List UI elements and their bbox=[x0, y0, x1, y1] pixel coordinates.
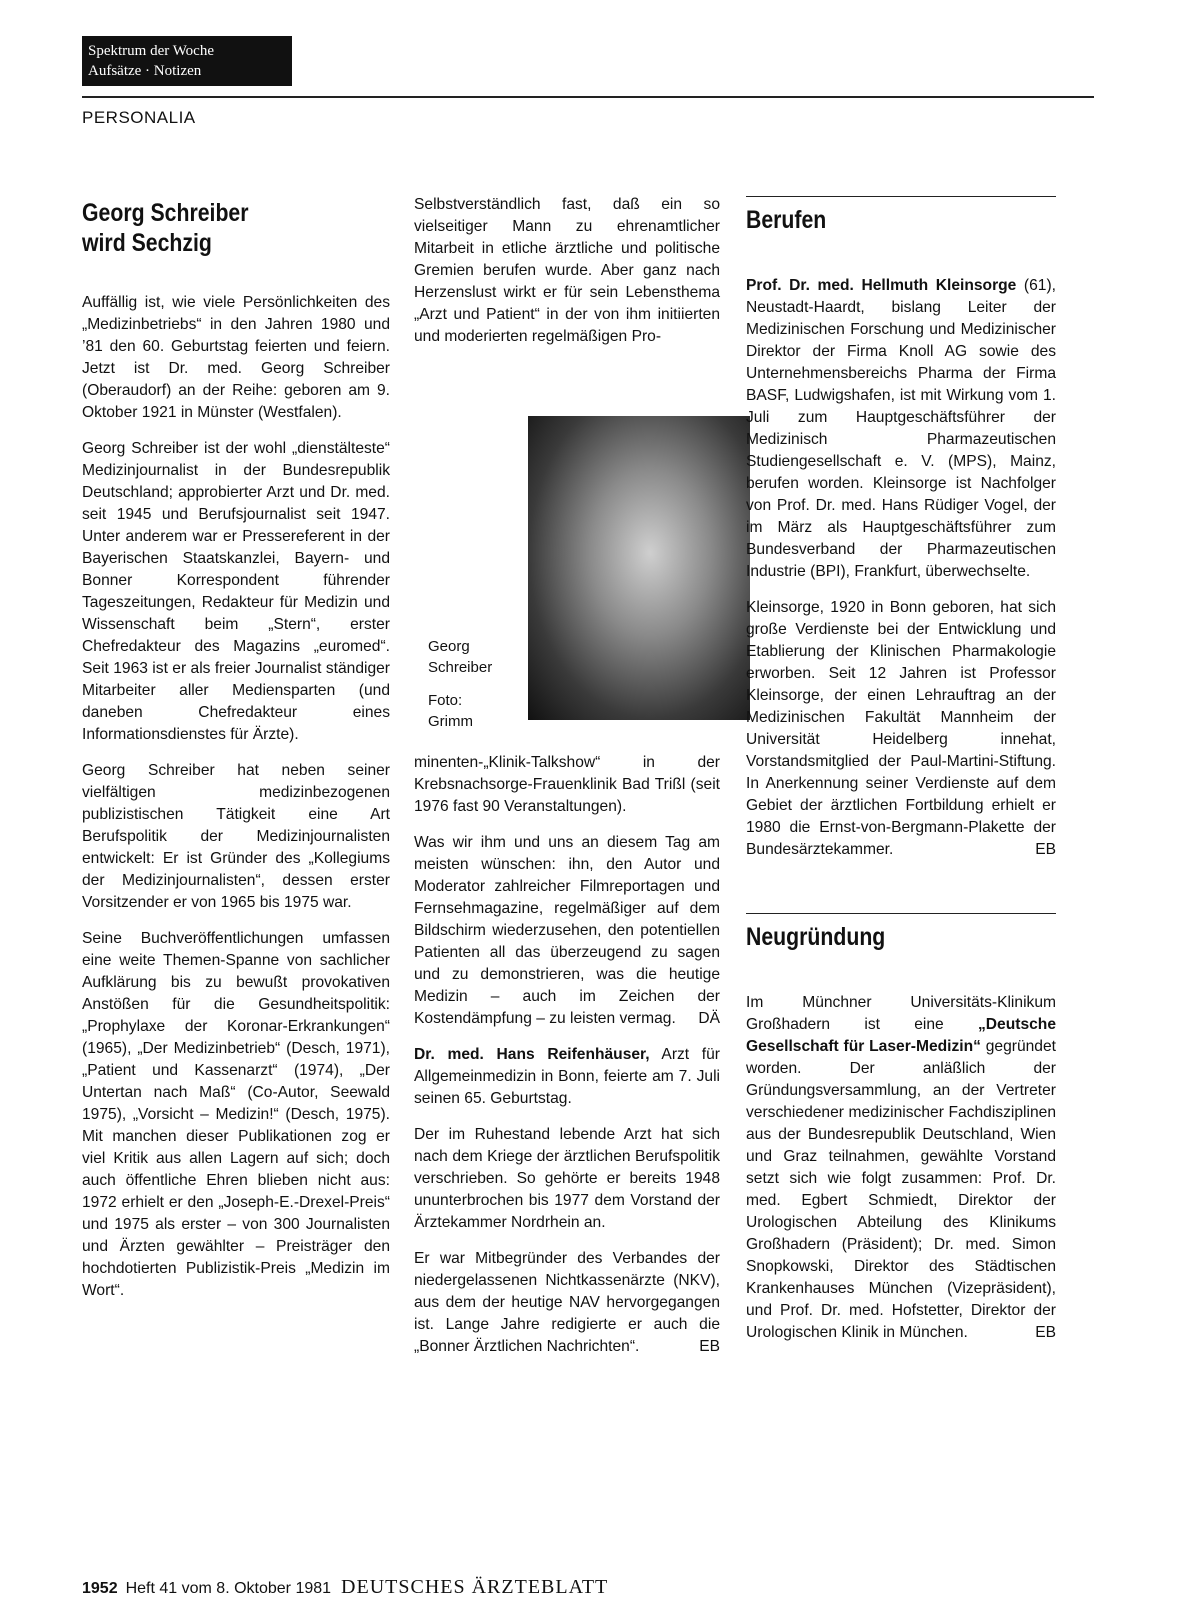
article1-paragraph: minenten-„Klinik-Talkshow“ in der Krebsnachsorge-Frauenklinik Bad Trißl (seit 1976 fast 90 Veranstaltungen). bbox=[414, 754, 720, 815]
berufen-title: Berufen bbox=[746, 206, 827, 234]
caption-name-1: Georg bbox=[428, 638, 470, 655]
caption-credit-1: Foto: bbox=[428, 692, 463, 709]
section-badge bbox=[82, 36, 292, 86]
article-title-line-1: Georg Schreiber bbox=[82, 199, 249, 227]
column-2-bottom bbox=[414, 752, 720, 1372]
article2-paragraph bbox=[414, 1044, 720, 1110]
caption-name-2: Schreiber bbox=[428, 659, 493, 676]
badge-line-1: Spektrum der Woche bbox=[88, 43, 214, 59]
berufen-text: Kleinsorge, 1920 in Bonn geboren, hat sich große Verdienste bei der Entwicklung und Etablierung der Klinischen Pharmakologie erworben. Seit 12 Jahren ist Professor Kleinsorge, der einen Lehrauftrag an der Medizinischen Fakultät Mannheim der Universität Heidelberg innehat, Vorstandsmitglied der Paul-Martini-Stiftung. In Anerkennung seiner Verdienste auf dem Gebiet der ärztlichen Fortbildung erhielt er 1980 die Ernst-von-Bergmann-Plakette der Bundesärztekammer. bbox=[746, 599, 1056, 858]
article2-text: Arzt für Allgemeinmedizin in Bonn, feierte am 7. Juli seinen 65. Geburtstag. bbox=[414, 1046, 721, 1107]
article1-closing-text: Was wir ihm und uns an diesem Tag am meisten wünschen: ihn, den Autor und Moderator zahlreicher Filmreportagen und Fernsehmagazine, regelmäßiger auf dem Bildschirm wiederzusehen, den potentiellen Patienten all das überzeugend zu sagen und zu demonstrieren, was die heutige Medizin – auch im Zeichen der Kostendämpfung – zu leisten vermag. bbox=[414, 834, 720, 1027]
column-1 bbox=[82, 198, 390, 1316]
person-name: Prof. Dr. med. Hellmuth Kleinsorge bbox=[746, 277, 1017, 294]
person-name: Dr. med. Hans Reifenhäuser, bbox=[414, 1046, 650, 1063]
article1-paragraph: Seine Buchveröffentlichungen umfassen eine weite Themen-Spanne von sachlicher Aufklärung bis zu bewußt provokativen Anstößen für die Gesundheitspolitik: „Prophylaxe der Koronar-Erkrankungen“ (1965), „Der Medizinbetrieb“ (Desch, 1971), „Patient und Kassenarzt“ (1974), „Der Untertan nach Maß“ (Co-Autor, Seewald 1975), „Vorsicht – Medizin!“ (Desch, 1975). Mit manchen dieser Publikationen zog er viel Kritik aus allen Lagern auf sich; doch auch öffentliche Ehren blieben nicht aus: 1972 erhielt er den „Joseph-E.-Drexel-Preis“ und 1975 als erster – von 300 Journalisten und Ärzten gewählter – Preisträger den hochdotierten Publizistik-Preis „Medizin im Wort“. bbox=[82, 930, 390, 1299]
photo-caption bbox=[428, 636, 492, 732]
author-signature: DÄ bbox=[698, 1010, 720, 1027]
article1-paragraph: Auffällig ist, wie viele Persönlichkeiten des „Medizinbetriebs“ in den Jahren 1980 und ’81 den 60. Geburtstag feierten und feiern. Jetzt ist Dr. med. Georg Schreiber (Oberaudorf) an der Reihe: geboren am 9. Oktober 1921 in Münster (Westfalen). bbox=[82, 294, 390, 421]
page-footer bbox=[82, 1576, 608, 1599]
column-3 bbox=[746, 196, 1056, 1358]
author-signature: EB bbox=[1035, 1324, 1056, 1341]
section-rule bbox=[746, 913, 1056, 914]
masthead: DEUTSCHES ÄRZTEBLATT bbox=[341, 1576, 609, 1598]
article1-paragraph: Selbstverständlich fast, daß ein so vielseitiger Mann zu ehrenamtlicher Mitarbeit in etliche ärztliche und politische Gremien berufen wurde. Aber ganz nach Herzenslust wirkt er für sein Lebensthema „Arzt und Patient“ in der von ihm initiierten und moderierten regelmäßigen Pro- bbox=[414, 196, 720, 345]
issue-info: Heft 41 vom 8. Oktober 1981 bbox=[125, 1580, 332, 1597]
section-rule bbox=[746, 196, 1056, 197]
page-number: 1952 bbox=[82, 1580, 118, 1597]
article-title-line-2: wird Sechzig bbox=[82, 229, 212, 257]
article1-paragraph: Georg Schreiber hat neben seiner vielfältigen medizinbezogenen publizistischen Tätigkeit eine Art Berufspolitik der Medizinjournalisten entwickelt: Er ist Gründer des „Kollegiums der Medizinjournalisten“, dessen erster Vorsitzender er von 1965 bis 1975 war. bbox=[82, 762, 390, 911]
society-name: „Deutsche Gesellschaft für Laser-Medizin“ bbox=[746, 1016, 1056, 1055]
badge-line-2: Aufsätze · Notizen bbox=[88, 63, 202, 79]
neugruendung-text: Im Münchner Universitäts-Klinikum Großhadern ist eine bbox=[746, 994, 1056, 1033]
header-rule bbox=[82, 96, 1094, 98]
section-label: PERSONALIA bbox=[82, 108, 196, 127]
author-signature: EB bbox=[699, 1338, 720, 1355]
article1-paragraph bbox=[414, 832, 720, 1030]
author-signature: EB bbox=[1035, 841, 1056, 858]
column-2-top bbox=[414, 194, 720, 362]
article2-paragraph: Der im Ruhestand lebende Arzt hat sich nach dem Kriege der ärztlichen Berufspolitik verschrieben. So gehörte er bereits 1948 ununterbrochen bis 1977 dem Vorstand der Ärztekammer Nordrhein an. bbox=[414, 1126, 720, 1231]
article2-text: Er war Mitbegründer des Verbandes der niedergelassenen Nichtkassenärzte (NKV), aus dem der heutige NAV hervorgegangen ist. Lange Jahre redigierte er auch die „Bonner Ärztlichen Nachrichten“. bbox=[414, 1250, 720, 1355]
berufen-paragraph bbox=[746, 597, 1056, 861]
portrait-photo bbox=[528, 416, 750, 720]
neugruendung-text: gegründet worden. Der anläßlich der Gründungsversammlung, an der Vertreter verschiedener medizinischer Fachdisziplinen aus der Bundesrepublik Deutschland, Wien und Graz teilnahmen, gewählte Vorstand setzt sich wie folgt zusammen: Prof. Dr. med. Egbert Schmiedt, Direktor der Urologischen Abteilung des Klinikums Großhadern (Präsident); Dr. med. Simon Snopkowski, Direktor des Städtischen Krankenhauses München (Vizepräsident), und Prof. Dr. med. Hofstetter, Direktor der Urologischen Klinik in München. bbox=[746, 1038, 1056, 1341]
neugruendung-paragraph bbox=[746, 992, 1056, 1344]
article2-paragraph bbox=[414, 1248, 720, 1358]
berufen-paragraph bbox=[746, 275, 1056, 583]
article1-paragraph: Georg Schreiber ist der wohl „dienstälteste“ Medizinjournalist in der Bundesrepublik Deutschland; approbierter Arzt und Dr. med. seit 1945 und Berufsjournalist seit 1947. Unter anderem war er Pressereferent in der Bayerischen Staatskanzlei, Bayern- und Bonner Korrespondent führender Tageszeitungen, Redakteur für Medizin und Wissenschaft beim „Stern“, erster Chefredakteur des Magazins „euromed“. Seit 1963 ist er als freier Journalist ständiger Mitarbeiter aller Mediensparten (und daneben Chefredakteur eines Informationsdienstes für Ärzte). bbox=[82, 440, 390, 743]
article-title bbox=[82, 198, 390, 258]
neugruendung-title: Neugründung bbox=[746, 923, 886, 951]
berufen-text: (61), Neustadt-Haardt, bislang Leiter der Medizinischen Forschung und Medizinischer Direktor der Firma Knoll AG sowie des Unternehmensbereichs Pharma der Firma BASF, Ludwigshafen, ist mit Wirkung vom 1. Juli zum Hauptgeschäftsführer der Medizinisch Pharmazeutischen Studiengesellschaft e. V. (MPS), Mainz, berufen worden. Kleinsorge ist Nachfolger von Prof. Dr. med. Hans Rüdiger Vogel, der im März als Hauptgeschäftsführer zum Bundesverband der Pharmazeutischen Industrie (BPI), Frankfurt, überwechselte. bbox=[746, 277, 1056, 580]
caption-credit-2: Grimm bbox=[428, 713, 473, 730]
